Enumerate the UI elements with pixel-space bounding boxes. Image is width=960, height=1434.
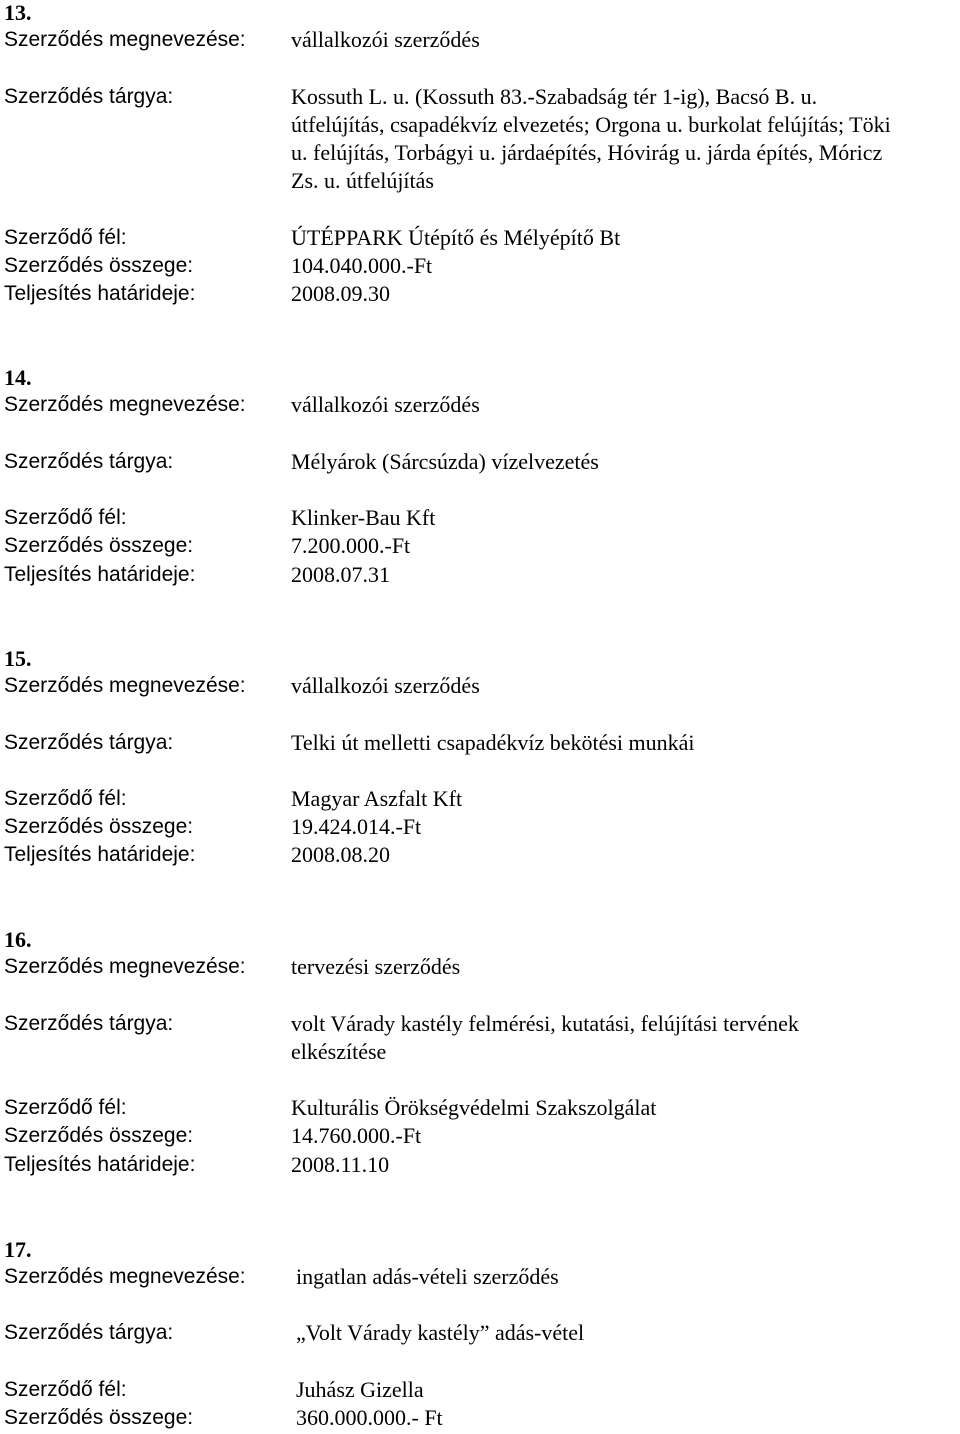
targy-value-line: „Volt Várady kastély” adás-vétel bbox=[296, 1320, 585, 1345]
megnevezes-value: vállalkozói szerződés bbox=[291, 27, 480, 52]
megnevezes-label: Szerződés megnevezése: bbox=[4, 955, 246, 978]
targy-value-line: elkészítése bbox=[291, 1039, 387, 1064]
fel-label: Szerződő fél: bbox=[4, 787, 127, 810]
targy-value-line: útfelújítás, csapadékvíz elvezetés; Orgona u. burkolat felújítás; Töki bbox=[291, 112, 891, 137]
megnevezes-value: vállalkozói szerződés bbox=[291, 392, 480, 417]
targy-value-line: u. felújítás, Torbágyi u. járdaépítés, Hóvirág u. járda építés, Móricz bbox=[291, 140, 883, 165]
hatarido-label: Teljesítés határideje: bbox=[4, 1153, 196, 1176]
hatarido-value: 2008.09.30 bbox=[291, 281, 390, 306]
targy-value-line: Telki út melletti csapadékvíz bekötési munkái bbox=[291, 730, 695, 755]
megnevezes-value: tervezési szerződés bbox=[291, 954, 461, 979]
targy-label: Szerződés tárgya: bbox=[4, 731, 174, 754]
megnevezes-value: vállalkozói szerződés bbox=[291, 673, 480, 698]
hatarido-label: Teljesítés határideje: bbox=[4, 843, 196, 866]
targy-label: Szerződés tárgya: bbox=[4, 85, 174, 108]
osszeg-label: Szerződés összege: bbox=[4, 1124, 194, 1147]
megnevezes-label: Szerződés megnevezése: bbox=[4, 1265, 246, 1288]
osszeg-label: Szerződés összege: bbox=[4, 534, 194, 557]
contract-number: 13. bbox=[4, 0, 32, 25]
osszeg-label: Szerződés összege: bbox=[4, 1406, 194, 1429]
fel-label: Szerződő fél: bbox=[4, 506, 127, 529]
osszeg-value: 19.424.014.-Ft bbox=[291, 814, 422, 839]
fel-value: Kulturális Örökségvédelmi Szakszolgálat bbox=[291, 1095, 657, 1120]
fel-value: Juhász Gizella bbox=[296, 1377, 424, 1402]
fel-label: Szerződő fél: bbox=[4, 1096, 127, 1119]
contract-number: 17. bbox=[4, 1237, 32, 1262]
fel-value: Magyar Aszfalt Kft bbox=[291, 786, 463, 811]
contract-number: 16. bbox=[4, 927, 32, 952]
hatarido-value: 2008.07.31 bbox=[291, 562, 390, 587]
contract-number: 14. bbox=[4, 365, 32, 390]
hatarido-label: Teljesítés határideje: bbox=[4, 563, 196, 586]
hatarido-label: Teljesítés határideje: bbox=[4, 282, 196, 305]
fel-value: ÚTÉPPARK Útépítő és Mélyépítő Bt bbox=[291, 225, 621, 250]
targy-value-line: Zs. u. útfelújítás bbox=[291, 168, 434, 193]
osszeg-value: 7.200.000.-Ft bbox=[291, 533, 411, 558]
osszeg-value: 104.040.000.-Ft bbox=[291, 253, 433, 278]
osszeg-value: 360.000.000.- Ft bbox=[296, 1405, 443, 1430]
osszeg-label: Szerződés összege: bbox=[4, 254, 194, 277]
fel-label: Szerződő fél: bbox=[4, 226, 127, 249]
megnevezes-label: Szerződés megnevezése: bbox=[4, 674, 246, 697]
osszeg-label: Szerződés összege: bbox=[4, 815, 194, 838]
targy-label: Szerződés tárgya: bbox=[4, 1012, 174, 1035]
megnevezes-value: ingatlan adás-vételi szerződés bbox=[296, 1264, 559, 1289]
hatarido-value: 2008.08.20 bbox=[291, 842, 390, 867]
megnevezes-label: Szerződés megnevezése: bbox=[4, 393, 246, 416]
osszeg-value: 14.760.000.-Ft bbox=[291, 1123, 422, 1148]
targy-label: Szerződés tárgya: bbox=[4, 1321, 174, 1344]
fel-value: Klinker-Bau Kft bbox=[291, 505, 436, 530]
targy-value-line: volt Várady kastély felmérési, kutatási, felújítási tervének bbox=[291, 1011, 799, 1036]
targy-label: Szerződés tárgya: bbox=[4, 450, 174, 473]
targy-value-line: Kossuth L. u. (Kossuth 83.-Szabadság tér 1-ig), Bacsó B. u. bbox=[291, 84, 818, 109]
fel-label: Szerződő fél: bbox=[4, 1378, 127, 1401]
targy-value-line: Mélyárok (Sárcsúzda) vízelvezetés bbox=[291, 449, 599, 474]
contract-number: 15. bbox=[4, 646, 32, 671]
megnevezes-label: Szerződés megnevezése: bbox=[4, 28, 246, 51]
hatarido-value: 2008.11.10 bbox=[291, 1152, 390, 1177]
